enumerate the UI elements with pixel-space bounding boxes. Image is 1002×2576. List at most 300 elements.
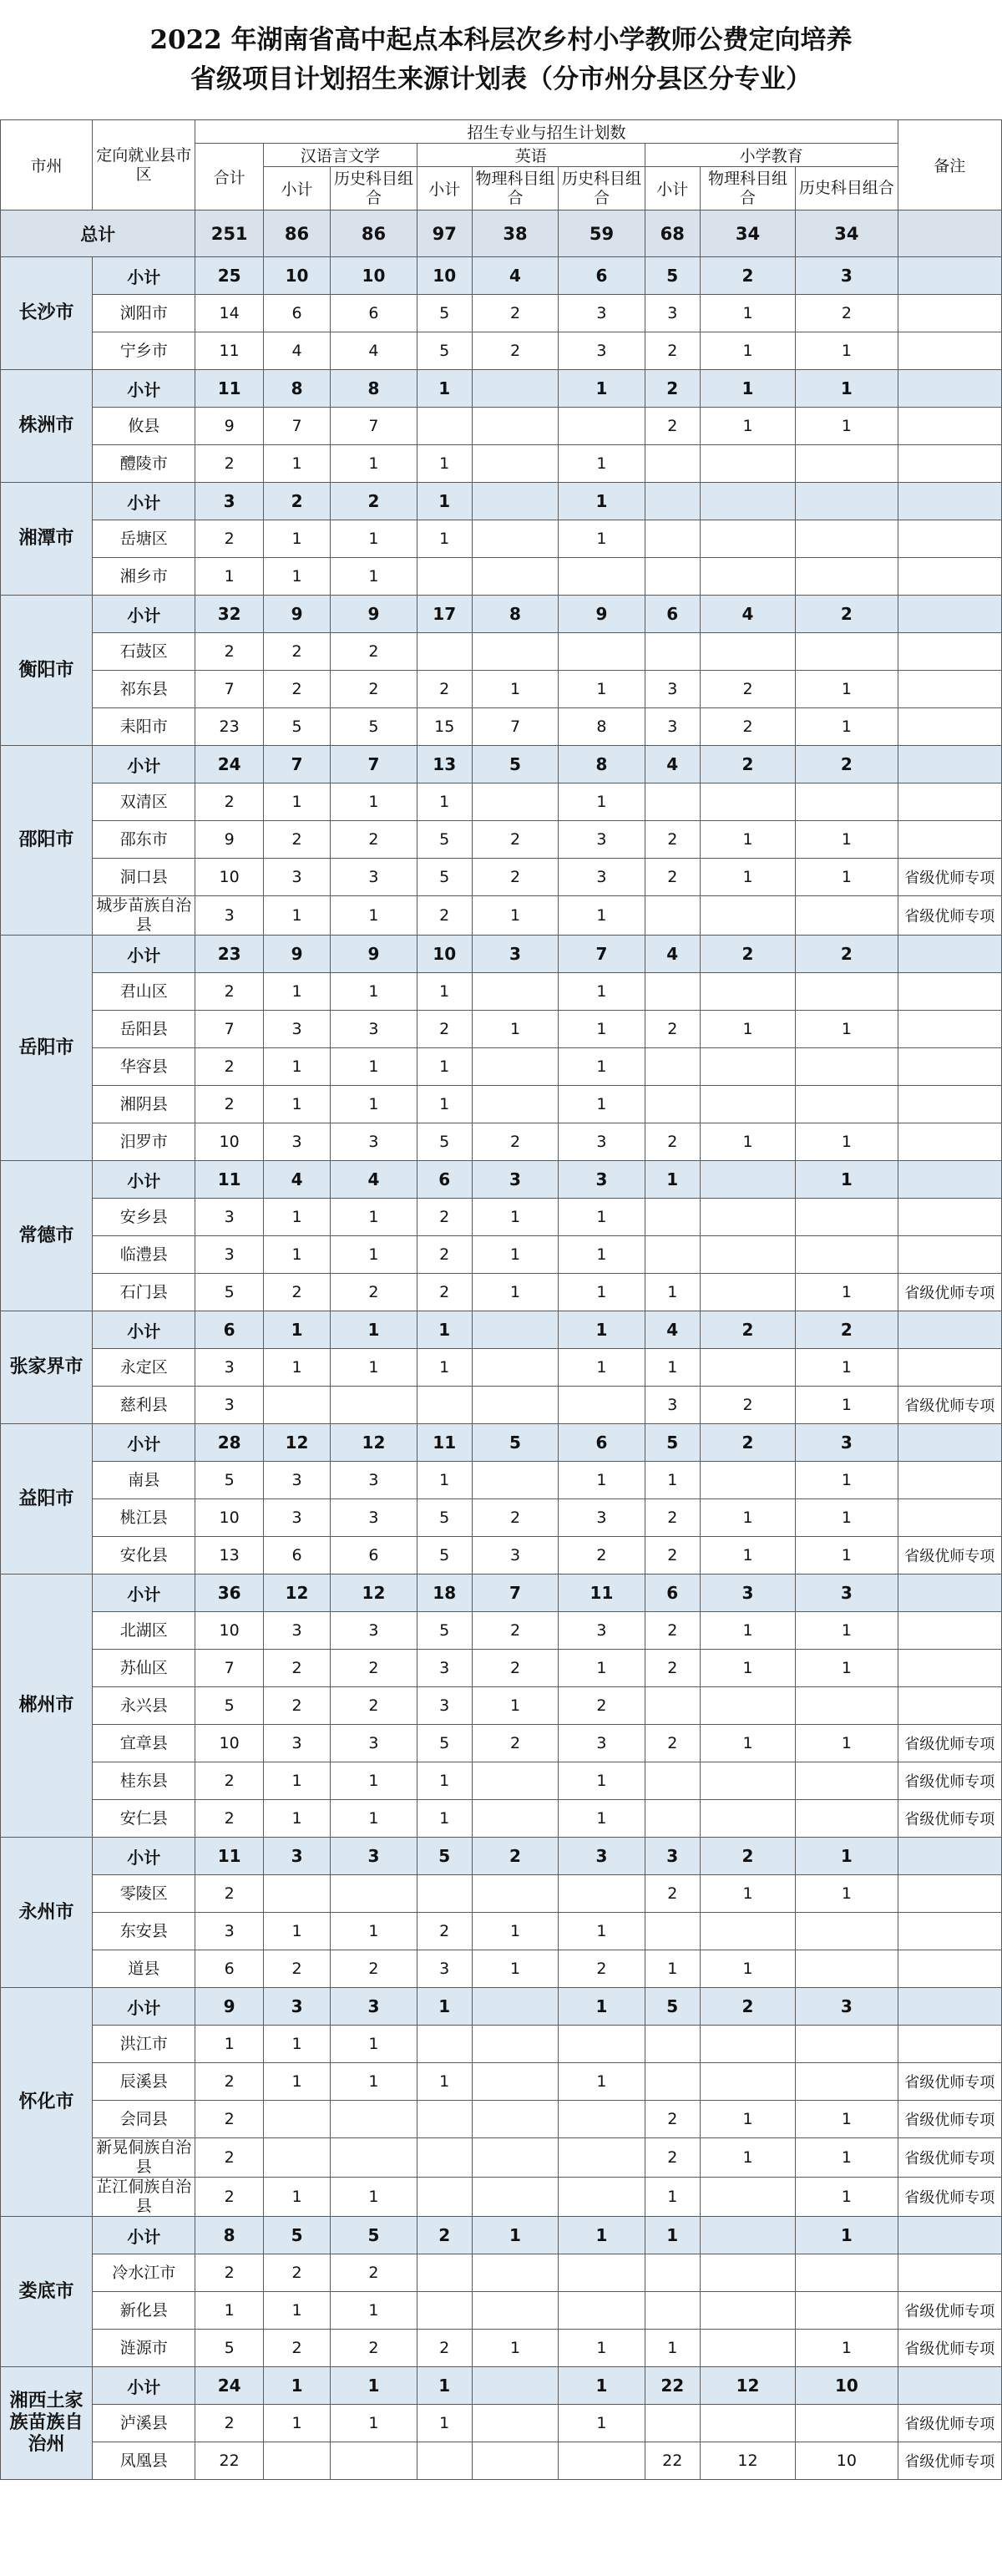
county-row: [1, 896, 1002, 936]
data-cell: 2: [645, 1875, 700, 1913]
data-cell: 1: [263, 2405, 330, 2442]
note-cell: 省级优师专项: [898, 1387, 1001, 1424]
county-name: 新晃侗族自治县: [93, 2138, 195, 2178]
data-cell: 3: [559, 1725, 645, 1762]
subtotal-cell: 12: [263, 1424, 330, 1462]
data-cell: 2: [559, 1950, 645, 1988]
county-row: [1, 408, 1002, 445]
data-cell: [417, 2254, 472, 2292]
city-name: 娄底市: [1, 2217, 93, 2367]
data-cell: 2: [645, 408, 700, 445]
data-cell: 3: [331, 1123, 417, 1161]
county-name: 涟源市: [93, 2330, 195, 2367]
data-cell: 2: [700, 1387, 796, 1424]
county-name: 浏阳市: [93, 295, 195, 332]
data-cell: 2: [645, 2101, 700, 2138]
data-cell: 1: [195, 2292, 263, 2330]
data-cell: 2: [331, 2254, 417, 2292]
data-cell: [472, 408, 558, 445]
data-cell: 1: [331, 1086, 417, 1123]
subtotal-cell: 3: [195, 483, 263, 520]
data-cell: 1: [559, 783, 645, 821]
data-cell: 2: [263, 1650, 330, 1687]
data-cell: 10: [195, 1499, 263, 1537]
subtotal-cell: 4: [331, 1161, 417, 1199]
data-cell: 1: [263, 445, 330, 483]
data-cell: 1: [417, 1349, 472, 1387]
data-cell: [472, 2405, 558, 2442]
data-cell: [472, 558, 558, 596]
data-cell: 1: [700, 1537, 796, 1575]
data-cell: [700, 2405, 796, 2442]
data-cell: 3: [195, 1913, 263, 1950]
subtotal-label: 小计: [93, 596, 195, 633]
data-cell: [263, 2138, 330, 2178]
subtotal-cell: 10: [417, 936, 472, 973]
data-cell: 2: [195, 1086, 263, 1123]
data-cell: 1: [331, 558, 417, 596]
data-cell: [645, 1762, 700, 1800]
county-row: [1, 2405, 1002, 2442]
data-cell: [417, 408, 472, 445]
subtotal-cell: 7: [559, 936, 645, 973]
data-cell: 1: [263, 1800, 330, 1838]
county-name: 湘阴县: [93, 1086, 195, 1123]
data-cell: 2: [331, 633, 417, 671]
data-cell: 1: [472, 1274, 558, 1311]
note-cell: [898, 445, 1001, 483]
county-name: 岳塘区: [93, 520, 195, 558]
county-name: 道县: [93, 1950, 195, 1988]
data-cell: 1: [417, 2405, 472, 2442]
subtotal-cell: 17: [417, 596, 472, 633]
county-name: 永兴县: [93, 1687, 195, 1725]
note-cell: [898, 1048, 1001, 1086]
data-cell: [700, 520, 796, 558]
county-name: 芷江侗族自治县: [93, 2178, 195, 2217]
data-cell: 1: [645, 1950, 700, 1988]
note-cell: 省级优师专项: [898, 2405, 1001, 2442]
subtotal-cell: 4: [645, 746, 700, 783]
data-cell: 14: [195, 295, 263, 332]
county-name: 东安县: [93, 1913, 195, 1950]
subtotal-cell: 4: [700, 596, 796, 633]
subtotal-cell: [796, 483, 898, 520]
data-cell: 5: [331, 708, 417, 746]
data-cell: [700, 1762, 796, 1800]
data-cell: 1: [559, 1199, 645, 1236]
data-cell: [645, 2405, 700, 2442]
subtotal-cell: 1: [263, 1311, 330, 1349]
county-name: 苏仙区: [93, 1650, 195, 1687]
note-cell: [898, 1875, 1001, 1913]
data-cell: 2: [645, 332, 700, 370]
subtotal-cell: 1: [796, 1838, 898, 1875]
data-cell: 5: [195, 2330, 263, 2367]
county-name: 宁乡市: [93, 332, 195, 370]
data-cell: 1: [559, 1462, 645, 1499]
data-cell: 1: [700, 2138, 796, 2178]
data-cell: [700, 1913, 796, 1950]
data-cell: 1: [331, 896, 417, 936]
county-row: [1, 332, 1002, 370]
data-cell: [700, 558, 796, 596]
city-subtotal-row: [1, 2217, 1002, 2254]
subtotal-cell: 6: [645, 596, 700, 633]
subtotal-cell: 3: [645, 1838, 700, 1875]
data-cell: [700, 1236, 796, 1274]
county-row: [1, 1199, 1002, 1236]
data-cell: 1: [559, 445, 645, 483]
data-cell: [263, 2442, 330, 2480]
subtotal-cell: 3: [472, 1161, 558, 1199]
city-name: 益阳市: [1, 1424, 93, 1575]
data-cell: 2: [263, 671, 330, 708]
county-name: 临澧县: [93, 1236, 195, 1274]
data-cell: [472, 633, 558, 671]
data-cell: 5: [195, 1274, 263, 1311]
note-cell: 省级优师专项: [898, 1800, 1001, 1838]
data-cell: 2: [559, 1537, 645, 1575]
data-cell: 3: [195, 1236, 263, 1274]
data-cell: [331, 1875, 417, 1913]
note-cell: [898, 671, 1001, 708]
data-cell: 1: [331, 1913, 417, 1950]
county-row: [1, 1123, 1002, 1161]
subtotal-note: [898, 257, 1001, 295]
data-cell: 1: [331, 1048, 417, 1086]
data-cell: 1: [472, 1011, 558, 1048]
data-cell: 1: [559, 1913, 645, 1950]
data-cell: [472, 2026, 558, 2063]
header-english-history: 历史科目组合: [559, 167, 645, 210]
subtotal-cell: 2: [796, 936, 898, 973]
data-cell: 9: [195, 821, 263, 859]
county-row: [1, 295, 1002, 332]
data-cell: [559, 2026, 645, 2063]
header-chinese: 汉语言文学: [263, 144, 417, 167]
data-cell: 1: [700, 859, 796, 896]
data-cell: [472, 2138, 558, 2178]
subtotal-cell: 6: [559, 257, 645, 295]
data-cell: [700, 896, 796, 936]
data-cell: 10: [195, 859, 263, 896]
county-name: 耒阳市: [93, 708, 195, 746]
city-name: 郴州市: [1, 1575, 93, 1838]
data-cell: 1: [263, 973, 330, 1011]
note-cell: [898, 1950, 1001, 1988]
header-row-1: [1, 120, 1002, 144]
data-cell: [700, 633, 796, 671]
subtotal-cell: 10: [263, 257, 330, 295]
data-cell: [796, 1687, 898, 1725]
county-row: [1, 1349, 1002, 1387]
data-cell: 2: [645, 1612, 700, 1650]
data-cell: 2: [417, 1236, 472, 1274]
subtotal-cell: 5: [417, 1838, 472, 1875]
data-cell: 1: [700, 295, 796, 332]
data-cell: 1: [331, 2178, 417, 2217]
county-row: [1, 2138, 1002, 2178]
data-cell: [559, 1875, 645, 1913]
data-cell: [472, 520, 558, 558]
city-subtotal-row: [1, 596, 1002, 633]
data-cell: 7: [331, 408, 417, 445]
data-cell: 2: [645, 859, 700, 896]
data-cell: 1: [263, 1086, 330, 1123]
data-cell: 1: [559, 671, 645, 708]
note-cell: [898, 520, 1001, 558]
subtotal-cell: 2: [263, 483, 330, 520]
county-name: 泸溪县: [93, 2405, 195, 2442]
data-cell: [796, 1236, 898, 1274]
note-cell: [898, 1687, 1001, 1725]
data-cell: 2: [417, 1913, 472, 1950]
city-subtotal-row: [1, 936, 1002, 973]
county-row: [1, 1499, 1002, 1537]
data-cell: [796, 445, 898, 483]
subtotal-cell: 22: [645, 2367, 700, 2405]
subtotal-cell: 1: [645, 2217, 700, 2254]
data-cell: 1: [559, 1349, 645, 1387]
data-cell: [700, 1349, 796, 1387]
data-cell: 1: [331, 973, 417, 1011]
data-cell: 10: [195, 1612, 263, 1650]
city-name: 湘西土家族苗族自治州: [1, 2367, 93, 2480]
county-row: [1, 2292, 1002, 2330]
data-cell: 13: [195, 1537, 263, 1575]
subtotal-cell: 3: [559, 1838, 645, 1875]
header-city: 市州: [1, 120, 93, 210]
data-cell: 6: [263, 1537, 330, 1575]
data-cell: 2: [472, 859, 558, 896]
data-cell: 2: [472, 295, 558, 332]
county-row: [1, 783, 1002, 821]
note-cell: [898, 783, 1001, 821]
data-cell: [700, 1274, 796, 1311]
data-cell: 2: [417, 671, 472, 708]
county-row: [1, 2330, 1002, 2367]
county-name: 双清区: [93, 783, 195, 821]
header-county: 定向就业县市区: [93, 120, 195, 210]
data-cell: 1: [263, 1913, 330, 1950]
data-cell: [331, 1387, 417, 1424]
note-cell: [898, 1349, 1001, 1387]
data-cell: [559, 2292, 645, 2330]
county-row: [1, 2063, 1002, 2101]
data-cell: [796, 1762, 898, 1800]
data-cell: [472, 1762, 558, 1800]
data-cell: [472, 1387, 558, 1424]
data-cell: 2: [195, 1875, 263, 1913]
data-cell: 1: [700, 1499, 796, 1537]
header-chinese-subtotal: 小计: [263, 167, 330, 210]
data-cell: 1: [263, 520, 330, 558]
data-cell: 1: [796, 1875, 898, 1913]
subtotal-cell: 1: [796, 2217, 898, 2254]
data-cell: [796, 1086, 898, 1123]
data-cell: [796, 633, 898, 671]
data-cell: 1: [796, 1123, 898, 1161]
data-cell: [796, 1048, 898, 1086]
subtotal-cell: 2: [796, 596, 898, 633]
city-subtotal-row: [1, 1988, 1002, 2026]
data-cell: [700, 1462, 796, 1499]
data-cell: [796, 896, 898, 936]
subtotal-cell: 5: [645, 1988, 700, 2026]
data-cell: [417, 2292, 472, 2330]
subtotal-note: [898, 1161, 1001, 1199]
subtotal-cell: 1: [417, 1988, 472, 2026]
data-cell: 4: [331, 332, 417, 370]
subtotal-cell: 11: [417, 1424, 472, 1462]
data-cell: 10: [195, 1123, 263, 1161]
subtotal-cell: 18: [417, 1575, 472, 1612]
data-cell: 1: [700, 1011, 796, 1048]
county-row: [1, 1274, 1002, 1311]
data-cell: 1: [417, 2063, 472, 2101]
subtotal-note: [898, 370, 1001, 408]
data-cell: 22: [195, 2442, 263, 2480]
subtotal-cell: 11: [559, 1575, 645, 1612]
data-cell: 1: [263, 1048, 330, 1086]
data-cell: 5: [417, 821, 472, 859]
data-cell: 2: [417, 1199, 472, 1236]
data-cell: [645, 1800, 700, 1838]
data-cell: [417, 1875, 472, 1913]
subtotal-cell: 4: [263, 1161, 330, 1199]
subtotal-cell: 2: [331, 483, 417, 520]
data-cell: 1: [417, 520, 472, 558]
data-cell: [796, 2026, 898, 2063]
data-cell: 2: [195, 973, 263, 1011]
data-cell: 1: [796, 821, 898, 859]
data-cell: 3: [645, 295, 700, 332]
data-cell: 1: [559, 2405, 645, 2442]
subtotal-label: 小计: [93, 1161, 195, 1199]
data-cell: 3: [559, 332, 645, 370]
data-cell: 1: [796, 1499, 898, 1537]
data-cell: 1: [472, 896, 558, 936]
subtotal-cell: 1: [559, 1988, 645, 2026]
note-cell: [898, 633, 1001, 671]
data-cell: 1: [331, 1762, 417, 1800]
data-cell: [417, 558, 472, 596]
data-cell: [796, 2254, 898, 2292]
data-cell: [700, 1086, 796, 1123]
county-row: [1, 1048, 1002, 1086]
data-cell: 1: [559, 1650, 645, 1687]
city-subtotal-row: [1, 1424, 1002, 1462]
data-cell: [796, 1950, 898, 1988]
data-cell: 6: [195, 1950, 263, 1988]
data-cell: 3: [559, 295, 645, 332]
data-cell: 2: [645, 2138, 700, 2178]
county-name: 君山区: [93, 973, 195, 1011]
data-cell: 1: [195, 558, 263, 596]
county-name: 安乡县: [93, 1199, 195, 1236]
data-cell: [417, 633, 472, 671]
subtotal-cell: 3: [559, 1161, 645, 1199]
data-cell: [700, 2330, 796, 2367]
data-cell: 1: [559, 1236, 645, 1274]
header-primary-subtotal: 小计: [645, 167, 700, 210]
subtotal-cell: 1: [472, 2217, 558, 2254]
subtotal-cell: 12: [331, 1575, 417, 1612]
data-cell: [472, 783, 558, 821]
subtotal-cell: 7: [263, 746, 330, 783]
county-name: 攸县: [93, 408, 195, 445]
data-cell: 2: [195, 2405, 263, 2442]
county-name: 洞口县: [93, 859, 195, 896]
data-cell: 1: [796, 1011, 898, 1048]
subtotal-cell: 2: [796, 746, 898, 783]
data-cell: [645, 1199, 700, 1236]
county-row: [1, 708, 1002, 746]
subtotal-label: 小计: [93, 2217, 195, 2254]
data-cell: 1: [645, 1349, 700, 1387]
header-primary: 小学教育: [645, 144, 898, 167]
subtotal-label: 小计: [93, 1424, 195, 1462]
title-line-2: 省级项目计划招生来源计划表（分市州分县区分专业）: [190, 64, 812, 94]
data-cell: 3: [263, 1725, 330, 1762]
data-cell: 1: [700, 408, 796, 445]
data-cell: 1: [796, 2178, 898, 2217]
subtotal-cell: 8: [263, 370, 330, 408]
subtotal-cell: 1: [559, 370, 645, 408]
data-cell: [645, 1048, 700, 1086]
data-cell: 2: [417, 1011, 472, 1048]
grand-total-cell: 34: [796, 210, 898, 257]
data-cell: 1: [559, 2330, 645, 2367]
data-cell: 1: [645, 2178, 700, 2217]
note-cell: 省级优师专项: [898, 896, 1001, 936]
county-name: 安仁县: [93, 1800, 195, 1838]
city-name: 永州市: [1, 1838, 93, 1988]
county-row: [1, 1875, 1002, 1913]
city-subtotal-row: [1, 483, 1002, 520]
data-cell: 2: [263, 1950, 330, 1988]
data-cell: 2: [195, 1800, 263, 1838]
note-cell: 省级优师专项: [898, 2178, 1001, 2217]
county-name: 华容县: [93, 1048, 195, 1086]
data-cell: [796, 783, 898, 821]
data-cell: 1: [331, 1236, 417, 1274]
data-cell: 2: [700, 708, 796, 746]
subtotal-cell: 5: [645, 1424, 700, 1462]
data-cell: [700, 1199, 796, 1236]
note-cell: [898, 1650, 1001, 1687]
data-cell: 3: [263, 1462, 330, 1499]
county-row: [1, 1687, 1002, 1725]
data-cell: 7: [195, 1011, 263, 1048]
data-cell: 1: [700, 1123, 796, 1161]
data-cell: 2: [263, 1274, 330, 1311]
county-row: [1, 1913, 1002, 1950]
data-cell: [472, 1800, 558, 1838]
note-cell: 省级优师专项: [898, 859, 1001, 896]
data-cell: 22: [645, 2442, 700, 2480]
data-cell: [796, 2063, 898, 2101]
data-cell: 3: [331, 1725, 417, 1762]
data-cell: 2: [263, 1687, 330, 1725]
data-cell: [263, 1387, 330, 1424]
data-cell: [645, 2254, 700, 2292]
data-cell: 1: [796, 1462, 898, 1499]
data-cell: 1: [472, 2330, 558, 2367]
county-name: 岳阳县: [93, 1011, 195, 1048]
county-name: 北湖区: [93, 1612, 195, 1650]
